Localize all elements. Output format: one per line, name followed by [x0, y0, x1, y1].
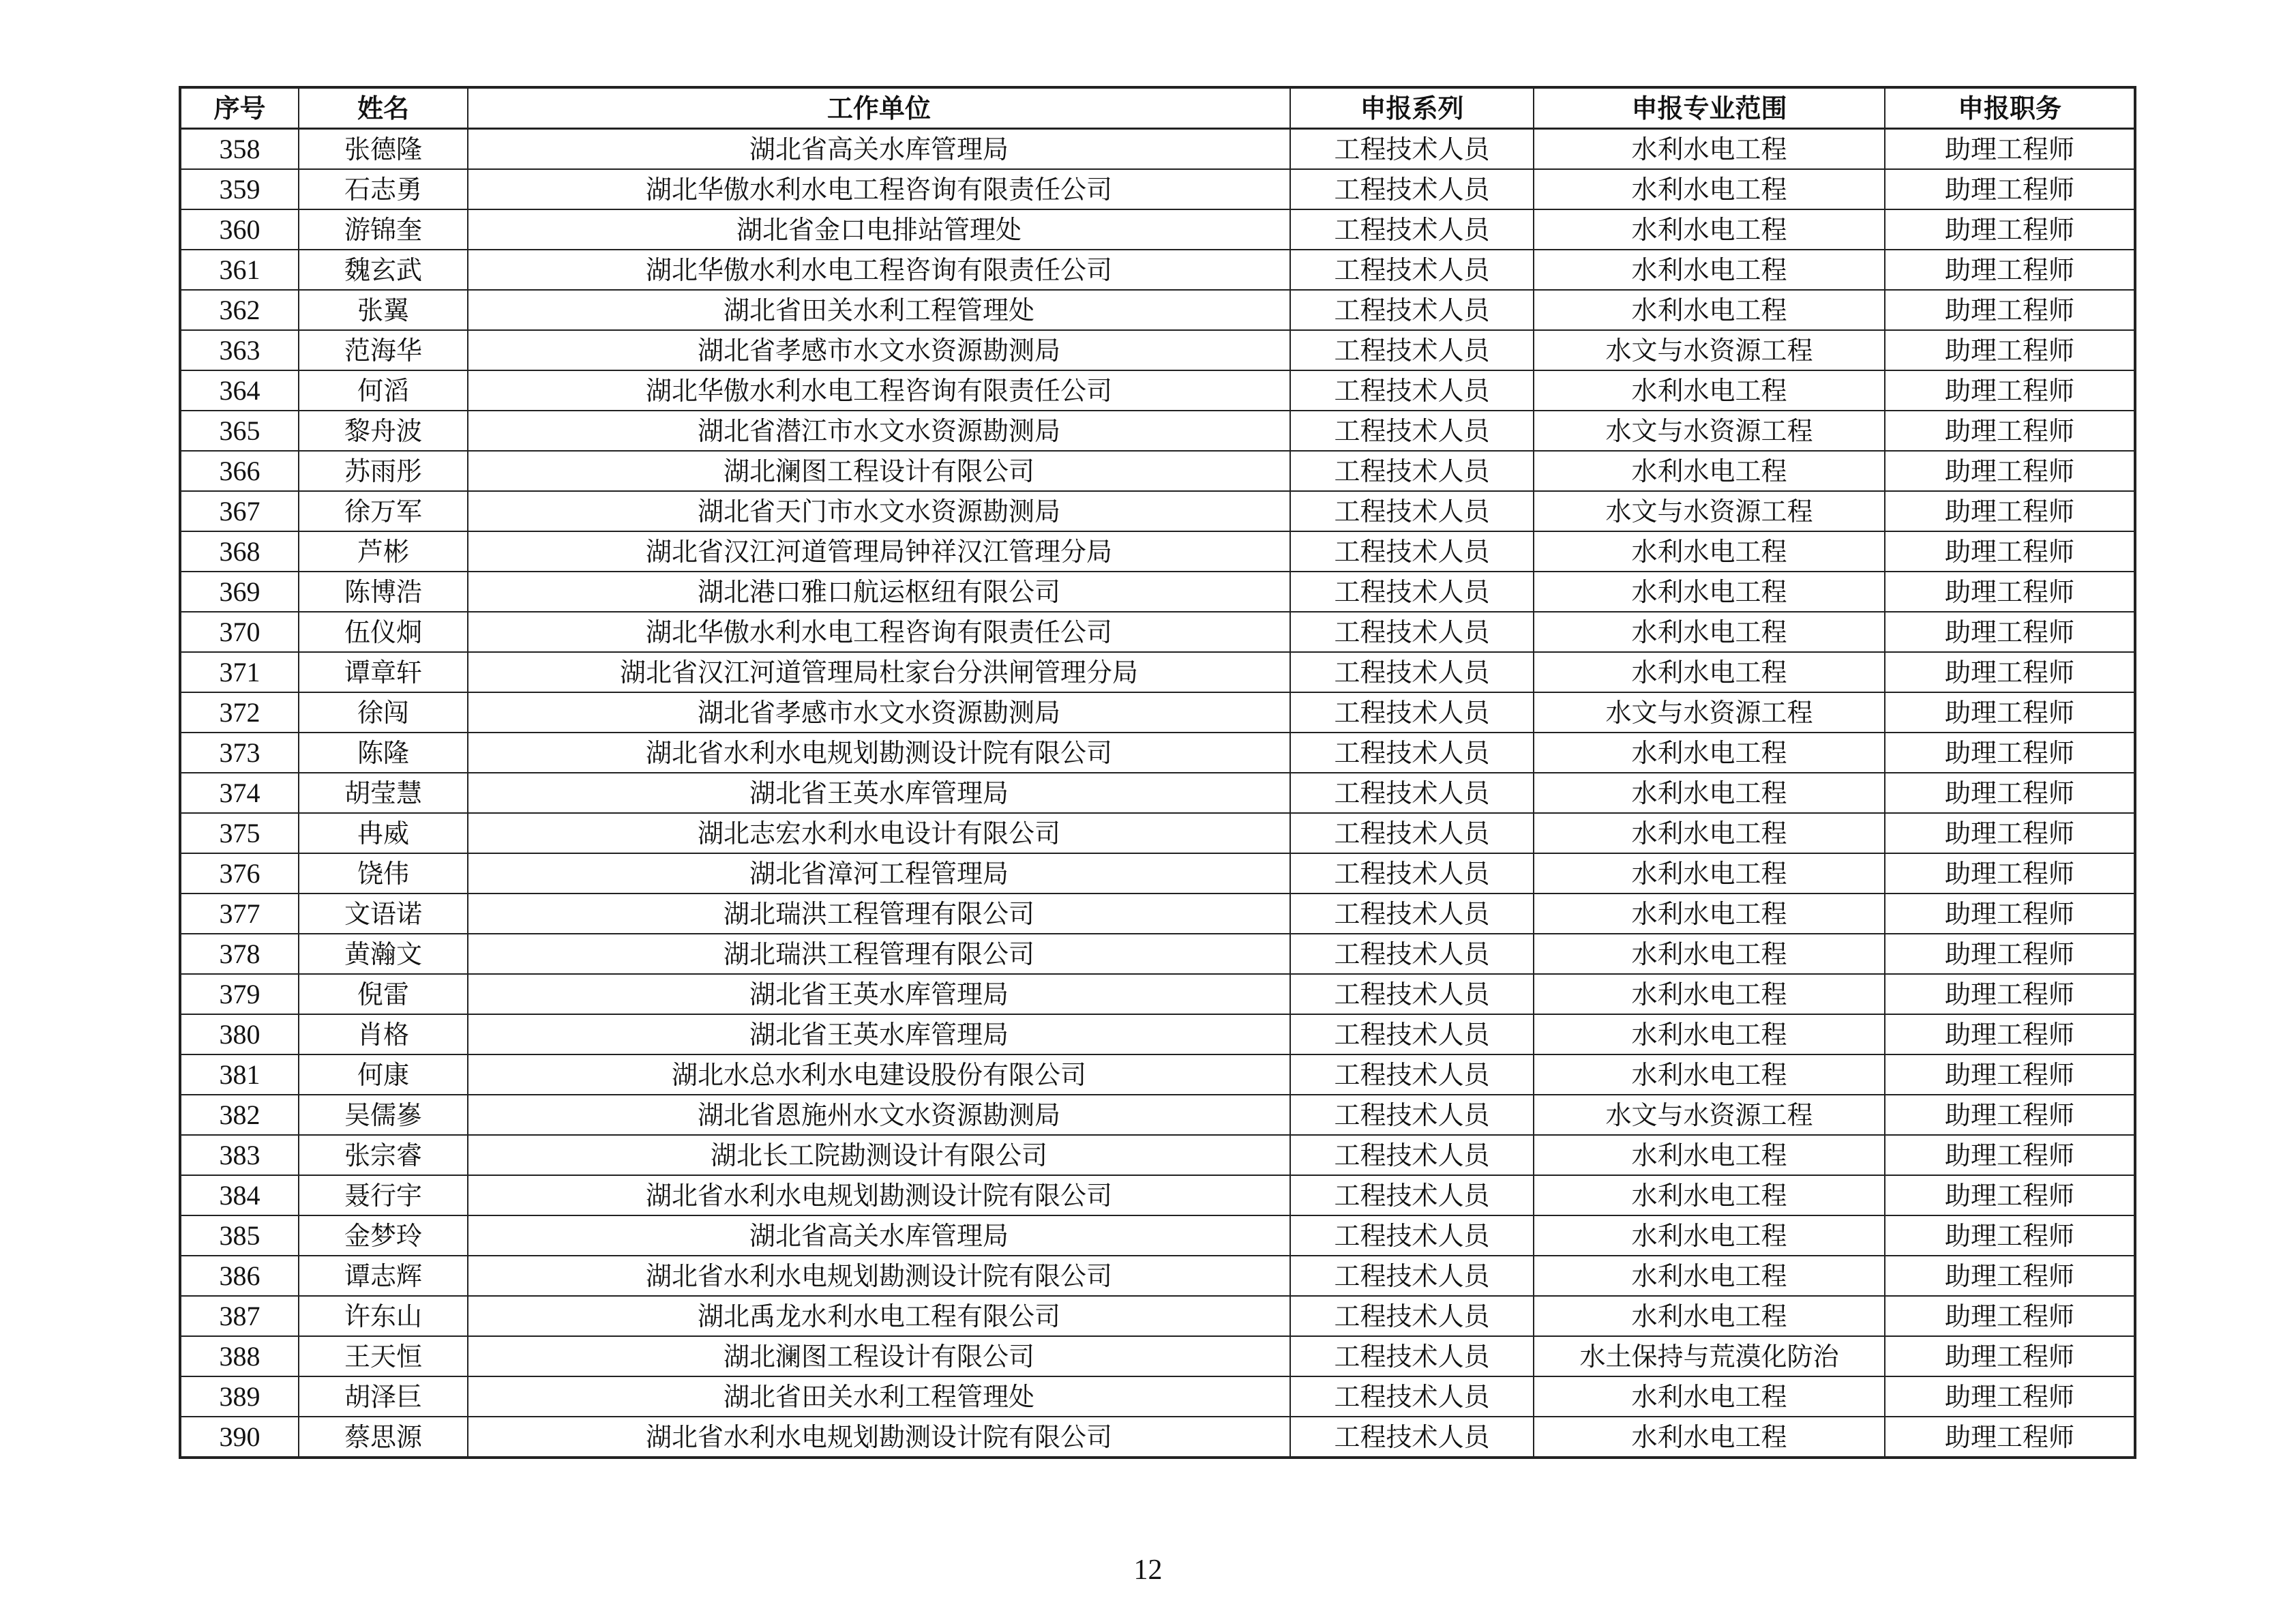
cell-series: 工程技术人员 — [1290, 572, 1534, 612]
cell-employer: 湖北省孝感市水文水资源勘测局 — [468, 330, 1290, 370]
cell-serial: 373 — [180, 733, 299, 773]
cell-employer: 湖北志宏水利水电设计有限公司 — [468, 813, 1290, 853]
cell-series: 工程技术人员 — [1290, 1256, 1534, 1296]
cell-series: 工程技术人员 — [1290, 894, 1534, 934]
cell-serial: 380 — [180, 1014, 299, 1054]
table-row — [180, 129, 2135, 170]
cell-name: 金梦玲 — [299, 1215, 468, 1256]
cell-title: 助理工程师 — [1885, 733, 2135, 773]
cell-specialty: 水利水电工程 — [1534, 451, 1885, 491]
cell-title: 助理工程师 — [1885, 1256, 2135, 1296]
cell-employer: 湖北澜图工程设计有限公司 — [468, 451, 1290, 491]
page-number: 12 — [1133, 1554, 1163, 1586]
cell-employer: 湖北华傲水利水电工程咨询有限责任公司 — [468, 370, 1290, 411]
cell-name: 徐闯 — [299, 692, 468, 733]
cell-specialty: 水文与水资源工程 — [1534, 411, 1885, 451]
cell-name: 张德隆 — [299, 129, 468, 170]
cell-title: 助理工程师 — [1885, 1376, 2135, 1417]
cell-title: 助理工程师 — [1885, 692, 2135, 733]
cell-series: 工程技术人员 — [1290, 1417, 1534, 1458]
cell-name: 石志勇 — [299, 169, 468, 209]
table-row — [180, 370, 2135, 411]
cell-name: 吴儒嵾 — [299, 1095, 468, 1135]
cell-specialty: 水利水电工程 — [1534, 1256, 1885, 1296]
cell-employer: 湖北禹龙水利水电工程有限公司 — [468, 1296, 1290, 1336]
header-serial: 序号 — [180, 87, 299, 129]
header-title: 申报职务 — [1885, 87, 2135, 129]
cell-serial: 365 — [180, 411, 299, 451]
cell-serial: 382 — [180, 1095, 299, 1135]
cell-title: 助理工程师 — [1885, 612, 2135, 652]
cell-employer: 湖北省金口电排站管理处 — [468, 209, 1290, 250]
cell-name: 文语诺 — [299, 894, 468, 934]
cell-title: 助理工程师 — [1885, 531, 2135, 572]
cell-serial: 360 — [180, 209, 299, 250]
cell-serial: 368 — [180, 531, 299, 572]
cell-name: 张翼 — [299, 290, 468, 330]
cell-name: 肖格 — [299, 1014, 468, 1054]
cell-name: 范海华 — [299, 330, 468, 370]
cell-series: 工程技术人员 — [1290, 1376, 1534, 1417]
cell-specialty: 水文与水资源工程 — [1534, 692, 1885, 733]
cell-serial: 386 — [180, 1256, 299, 1296]
table-row — [180, 1175, 2135, 1215]
table-row — [180, 733, 2135, 773]
cell-name: 游锦奎 — [299, 209, 468, 250]
cell-specialty: 水利水电工程 — [1534, 652, 1885, 692]
cell-employer: 湖北澜图工程设计有限公司 — [468, 1336, 1290, 1376]
cell-name: 谭章轩 — [299, 652, 468, 692]
cell-employer: 湖北省王英水库管理局 — [468, 974, 1290, 1014]
cell-specialty: 水利水电工程 — [1534, 1296, 1885, 1336]
cell-series: 工程技术人员 — [1290, 1175, 1534, 1215]
cell-employer: 湖北省天门市水文水资源勘测局 — [468, 491, 1290, 531]
cell-series: 工程技术人员 — [1290, 411, 1534, 451]
cell-employer: 湖北瑞洪工程管理有限公司 — [468, 934, 1290, 974]
cell-name: 蔡思源 — [299, 1417, 468, 1458]
cell-title: 助理工程师 — [1885, 1296, 2135, 1336]
roster-body — [180, 129, 2135, 1458]
cell-series: 工程技术人员 — [1290, 813, 1534, 853]
cell-employer: 湖北省孝感市水文水资源勘测局 — [468, 692, 1290, 733]
cell-title: 助理工程师 — [1885, 209, 2135, 250]
cell-name: 何康 — [299, 1054, 468, 1095]
cell-specialty: 水利水电工程 — [1534, 894, 1885, 934]
cell-specialty: 水文与水资源工程 — [1534, 1095, 1885, 1135]
cell-serial: 364 — [180, 370, 299, 411]
cell-serial: 374 — [180, 773, 299, 813]
table-row — [180, 491, 2135, 531]
cell-specialty: 水利水电工程 — [1534, 813, 1885, 853]
cell-name: 陈博浩 — [299, 572, 468, 612]
cell-employer: 湖北华傲水利水电工程咨询有限责任公司 — [468, 250, 1290, 290]
cell-title: 助理工程师 — [1885, 1054, 2135, 1095]
cell-title: 助理工程师 — [1885, 853, 2135, 894]
table-header-row — [180, 87, 2135, 129]
table-row — [180, 1296, 2135, 1336]
cell-serial: 389 — [180, 1376, 299, 1417]
table-row — [180, 169, 2135, 209]
cell-specialty: 水利水电工程 — [1534, 209, 1885, 250]
cell-title: 助理工程师 — [1885, 974, 2135, 1014]
cell-serial: 375 — [180, 813, 299, 853]
cell-title: 助理工程师 — [1885, 451, 2135, 491]
cell-series: 工程技术人员 — [1290, 370, 1534, 411]
cell-series: 工程技术人员 — [1290, 209, 1534, 250]
table-row — [180, 612, 2135, 652]
cell-title: 助理工程师 — [1885, 330, 2135, 370]
cell-employer: 湖北省高关水库管理局 — [468, 1215, 1290, 1256]
cell-series: 工程技术人员 — [1290, 129, 1534, 170]
cell-title: 助理工程师 — [1885, 1336, 2135, 1376]
table-row — [180, 1336, 2135, 1376]
cell-series: 工程技术人员 — [1290, 733, 1534, 773]
cell-title: 助理工程师 — [1885, 934, 2135, 974]
table-row — [180, 853, 2135, 894]
cell-specialty: 水利水电工程 — [1534, 290, 1885, 330]
cell-employer: 湖北省王英水库管理局 — [468, 1014, 1290, 1054]
cell-serial: 366 — [180, 451, 299, 491]
cell-employer: 湖北省田关水利工程管理处 — [468, 1376, 1290, 1417]
cell-employer: 湖北省水利水电规划勘测设计院有限公司 — [468, 1417, 1290, 1458]
cell-employer: 湖北省水利水电规划勘测设计院有限公司 — [468, 1256, 1290, 1296]
cell-serial: 379 — [180, 974, 299, 1014]
cell-serial: 363 — [180, 330, 299, 370]
table-row — [180, 1054, 2135, 1095]
cell-name: 苏雨彤 — [299, 451, 468, 491]
cell-series: 工程技术人员 — [1290, 1336, 1534, 1376]
cell-serial: 384 — [180, 1175, 299, 1215]
table-row — [180, 1135, 2135, 1175]
cell-specialty: 水利水电工程 — [1534, 169, 1885, 209]
table-row — [180, 1376, 2135, 1417]
cell-series: 工程技术人员 — [1290, 974, 1534, 1014]
cell-title: 助理工程师 — [1885, 773, 2135, 813]
cell-name: 陈隆 — [299, 733, 468, 773]
cell-series: 工程技术人员 — [1290, 652, 1534, 692]
cell-employer: 湖北省潜江市水文水资源勘测局 — [468, 411, 1290, 451]
cell-employer: 湖北水总水利水电建设股份有限公司 — [468, 1054, 1290, 1095]
cell-title: 助理工程师 — [1885, 250, 2135, 290]
cell-series: 工程技术人员 — [1290, 451, 1534, 491]
cell-name: 许东山 — [299, 1296, 468, 1336]
table-row — [180, 813, 2135, 853]
cell-name: 徐万军 — [299, 491, 468, 531]
cell-specialty: 水利水电工程 — [1534, 370, 1885, 411]
table-row — [180, 411, 2135, 451]
cell-employer: 湖北华傲水利水电工程咨询有限责任公司 — [468, 612, 1290, 652]
cell-specialty: 水利水电工程 — [1534, 1215, 1885, 1256]
cell-title: 助理工程师 — [1885, 1135, 2135, 1175]
cell-specialty: 水文与水资源工程 — [1534, 330, 1885, 370]
cell-series: 工程技术人员 — [1290, 1095, 1534, 1135]
cell-employer: 湖北省田关水利工程管理处 — [468, 290, 1290, 330]
table-row — [180, 1256, 2135, 1296]
cell-serial: 367 — [180, 491, 299, 531]
table-row — [180, 652, 2135, 692]
cell-name: 芦彬 — [299, 531, 468, 572]
cell-specialty: 水利水电工程 — [1534, 1054, 1885, 1095]
cell-specialty: 水利水电工程 — [1534, 1135, 1885, 1175]
cell-specialty: 水利水电工程 — [1534, 934, 1885, 974]
cell-series: 工程技术人员 — [1290, 250, 1534, 290]
cell-employer: 湖北省王英水库管理局 — [468, 773, 1290, 813]
cell-title: 助理工程师 — [1885, 1014, 2135, 1054]
cell-title: 助理工程师 — [1885, 1175, 2135, 1215]
table-row — [180, 250, 2135, 290]
cell-specialty: 水利水电工程 — [1534, 250, 1885, 290]
cell-title: 助理工程师 — [1885, 1417, 2135, 1458]
cell-series: 工程技术人员 — [1290, 612, 1534, 652]
cell-title: 助理工程师 — [1885, 652, 2135, 692]
cell-serial: 385 — [180, 1215, 299, 1256]
cell-employer: 湖北省汉江河道管理局杜家台分洪闸管理分局 — [468, 652, 1290, 692]
cell-name: 王天恒 — [299, 1336, 468, 1376]
cell-specialty: 水利水电工程 — [1534, 1175, 1885, 1215]
header-employer: 工作单位 — [468, 87, 1290, 129]
cell-specialty: 水文与水资源工程 — [1534, 491, 1885, 531]
table-row — [180, 330, 2135, 370]
cell-serial: 377 — [180, 894, 299, 934]
cell-specialty: 水利水电工程 — [1534, 1014, 1885, 1054]
cell-name: 聂行宇 — [299, 1175, 468, 1215]
cell-specialty: 水利水电工程 — [1534, 129, 1885, 170]
cell-title: 助理工程师 — [1885, 491, 2135, 531]
cell-specialty: 水利水电工程 — [1534, 974, 1885, 1014]
cell-specialty: 水土保持与荒漠化防治 — [1534, 1336, 1885, 1376]
cell-name: 胡莹慧 — [299, 773, 468, 813]
cell-name: 何滔 — [299, 370, 468, 411]
cell-serial: 358 — [180, 129, 299, 170]
cell-serial: 378 — [180, 934, 299, 974]
cell-serial: 361 — [180, 250, 299, 290]
cell-title: 助理工程师 — [1885, 169, 2135, 209]
cell-name: 黄瀚文 — [299, 934, 468, 974]
cell-employer: 湖北瑞洪工程管理有限公司 — [468, 894, 1290, 934]
cell-serial: 388 — [180, 1336, 299, 1376]
cell-name: 饶伟 — [299, 853, 468, 894]
cell-employer: 湖北省漳河工程管理局 — [468, 853, 1290, 894]
cell-serial: 390 — [180, 1417, 299, 1458]
cell-series: 工程技术人员 — [1290, 1054, 1534, 1095]
table-row — [180, 894, 2135, 934]
header-series: 申报系列 — [1290, 87, 1534, 129]
cell-name: 魏玄武 — [299, 250, 468, 290]
cell-serial: 387 — [180, 1296, 299, 1336]
table-row — [180, 974, 2135, 1014]
cell-name: 张宗睿 — [299, 1135, 468, 1175]
cell-title: 助理工程师 — [1885, 572, 2135, 612]
cell-series: 工程技术人员 — [1290, 773, 1534, 813]
table-row — [180, 1014, 2135, 1054]
cell-series: 工程技术人员 — [1290, 531, 1534, 572]
cell-serial: 376 — [180, 853, 299, 894]
table-row — [180, 290, 2135, 330]
cell-name: 倪雷 — [299, 974, 468, 1014]
table-row — [180, 934, 2135, 974]
cell-employer: 湖北长工院勘测设计有限公司 — [468, 1135, 1290, 1175]
cell-name: 谭志辉 — [299, 1256, 468, 1296]
cell-series: 工程技术人员 — [1290, 1215, 1534, 1256]
cell-title: 助理工程师 — [1885, 411, 2135, 451]
cell-employer: 湖北省水利水电规划勘测设计院有限公司 — [468, 733, 1290, 773]
cell-name: 胡泽巨 — [299, 1376, 468, 1417]
cell-serial: 371 — [180, 652, 299, 692]
cell-series: 工程技术人员 — [1290, 853, 1534, 894]
table-row — [180, 1215, 2135, 1256]
table-row — [180, 773, 2135, 813]
cell-series: 工程技术人员 — [1290, 169, 1534, 209]
cell-series: 工程技术人员 — [1290, 330, 1534, 370]
cell-title: 助理工程师 — [1885, 129, 2135, 170]
cell-series: 工程技术人员 — [1290, 692, 1534, 733]
cell-employer: 湖北省恩施州水文水资源勘测局 — [468, 1095, 1290, 1135]
table-row — [180, 209, 2135, 250]
cell-series: 工程技术人员 — [1290, 290, 1534, 330]
cell-serial: 381 — [180, 1054, 299, 1095]
cell-series: 工程技术人员 — [1290, 934, 1534, 974]
table-row — [180, 572, 2135, 612]
cell-title: 助理工程师 — [1885, 1215, 2135, 1256]
table-row — [180, 1417, 2135, 1458]
cell-serial: 383 — [180, 1135, 299, 1175]
cell-employer: 湖北省高关水库管理局 — [468, 129, 1290, 170]
cell-employer: 湖北华傲水利水电工程咨询有限责任公司 — [468, 169, 1290, 209]
cell-serial: 370 — [180, 612, 299, 652]
cell-serial: 359 — [180, 169, 299, 209]
cell-specialty: 水利水电工程 — [1534, 612, 1885, 652]
table-row — [180, 531, 2135, 572]
cell-specialty: 水利水电工程 — [1534, 733, 1885, 773]
cell-serial: 369 — [180, 572, 299, 612]
cell-title: 助理工程师 — [1885, 290, 2135, 330]
cell-name: 黎舟波 — [299, 411, 468, 451]
cell-title: 助理工程师 — [1885, 1095, 2135, 1135]
cell-employer: 湖北港口雅口航运枢纽有限公司 — [468, 572, 1290, 612]
header-specialty: 申报专业范围 — [1534, 87, 1885, 129]
cell-name: 冉威 — [299, 813, 468, 853]
header-name: 姓名 — [299, 87, 468, 129]
cell-serial: 362 — [180, 290, 299, 330]
cell-employer: 湖北省水利水电规划勘测设计院有限公司 — [468, 1175, 1290, 1215]
cell-title: 助理工程师 — [1885, 894, 2135, 934]
cell-series: 工程技术人员 — [1290, 1296, 1534, 1336]
cell-specialty: 水利水电工程 — [1534, 531, 1885, 572]
cell-specialty: 水利水电工程 — [1534, 572, 1885, 612]
cell-series: 工程技术人员 — [1290, 1014, 1534, 1054]
cell-title: 助理工程师 — [1885, 370, 2135, 411]
cell-series: 工程技术人员 — [1290, 1135, 1534, 1175]
table-row — [180, 451, 2135, 491]
cell-serial: 372 — [180, 692, 299, 733]
cell-title: 助理工程师 — [1885, 813, 2135, 853]
cell-series: 工程技术人员 — [1290, 491, 1534, 531]
cell-specialty: 水利水电工程 — [1534, 853, 1885, 894]
cell-name: 伍仪炯 — [299, 612, 468, 652]
cell-employer: 湖北省汉江河道管理局钟祥汉江管理分局 — [468, 531, 1290, 572]
cell-specialty: 水利水电工程 — [1534, 1417, 1885, 1458]
table-row — [180, 692, 2135, 733]
roster-table — [179, 86, 2136, 1459]
cell-specialty: 水利水电工程 — [1534, 773, 1885, 813]
table-row — [180, 1095, 2135, 1135]
cell-specialty: 水利水电工程 — [1534, 1376, 1885, 1417]
